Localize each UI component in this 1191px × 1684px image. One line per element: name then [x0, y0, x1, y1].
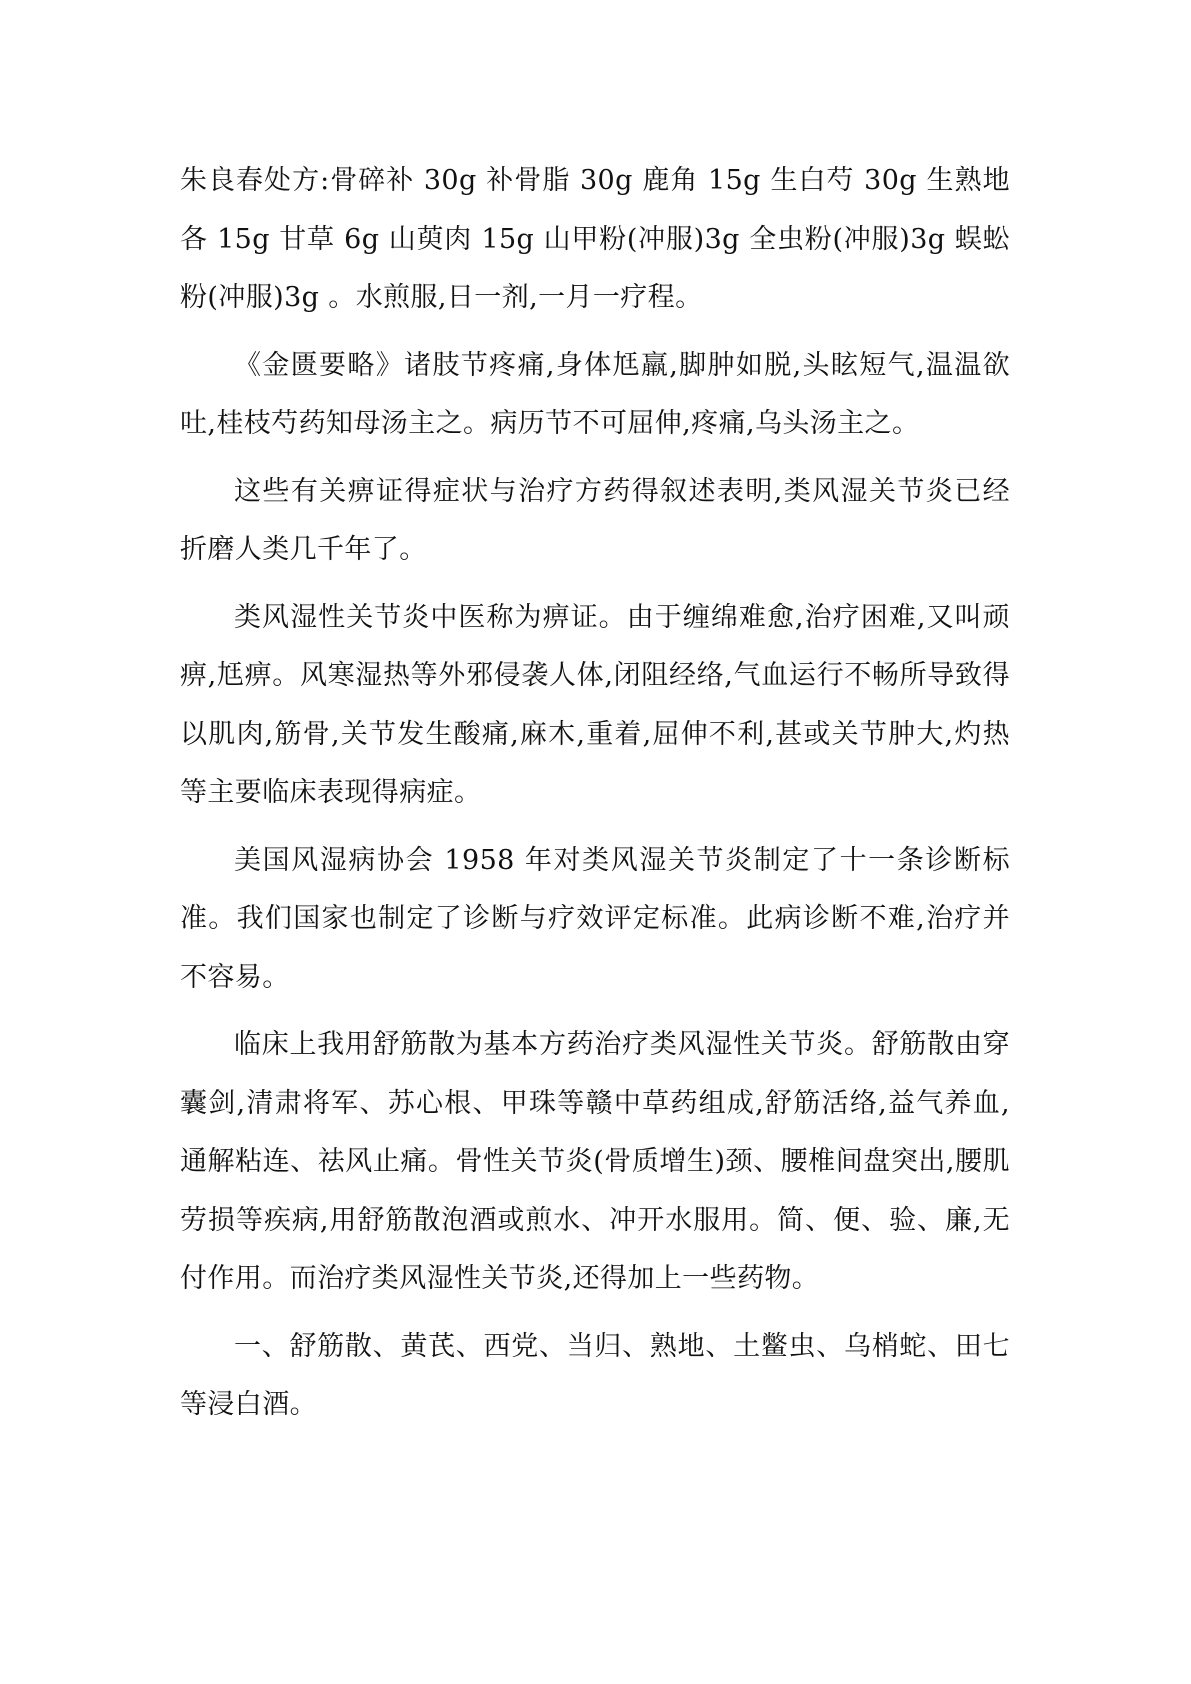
paragraph-history: 这些有关痹证得症状与治疗方药得叙述表明,类风湿关节炎已经折磨人类几千年了。	[180, 475, 1010, 565]
paragraph-prescription: 朱良春处方:骨碎补 30g 补骨脂 30g 鹿角 15g 生白芍 30g 生熟地各 15g 甘草 6g 山萸肉 15g 山甲粉(冲服)3g 全虫粉(冲服)3g 蜈蚣粉(冲服)3g 。水煎服,日一剂,一月一疗程。	[180, 165, 1010, 313]
paragraph-diagnosis-criteria: 美国风湿病协会 1958 年对类风湿关节炎制定了十一条诊断标准。我们国家也制定了诊断与疗效评定标准。此病诊断不难,治疗并不容易。	[180, 844, 1010, 993]
paragraph-jingui-yaolue: 《金匮要略》诸肢节疼痛,身体尪羸,脚肿如脱,头眩短气,温温欲吐,桂枝芍药知母汤主之。病历节不可屈伸,疼痛,乌头汤主之。	[180, 349, 1010, 439]
paragraph-definition: 类风湿性关节炎中医称为痹证。由于缠绵难愈,治疗困难,又叫顽痹,尪痹。风寒湿热等外邪侵袭人体,闭阻经络,气血运行不畅所导致得以肌肉,筋骨,关节发生酸痛,麻木,重着,屈伸不利,甚或关节肿大,灼热等主要临床表现得病症。	[180, 601, 1010, 808]
paragraph-item-one: 一、舒筋散、黄芪、西党、当归、熟地、土鳖虫、乌梢蛇、田七等浸白酒。	[180, 1330, 1010, 1420]
paragraph-treatment: 临床上我用舒筋散为基本方药治疗类风湿性关节炎。舒筋散由穿囊剑,清肃将军、苏心根、甲珠等赣中草药组成,舒筋活络,益气养血,通解粘连、祛风止痛。骨性关节炎(骨质增生)颈、腰椎间盘突出,腰肌劳损等疾病,用舒筋散泡酒或煎水、冲开水服用。简、便、验、廉,无付作用。而治疗类风湿性关节炎,还得加上一些药物。	[180, 1029, 1010, 1294]
document-body	[180, 152, 1010, 1444]
